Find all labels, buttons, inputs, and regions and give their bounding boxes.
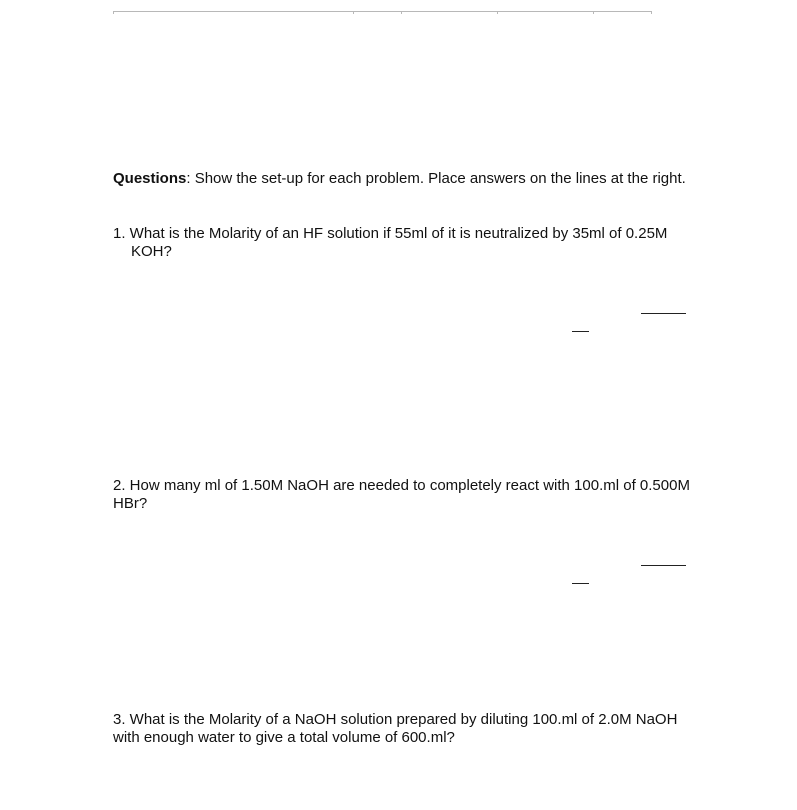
answer-line-2[interactable] bbox=[641, 565, 686, 566]
table-cell-divider bbox=[401, 11, 402, 14]
answer-line-1[interactable] bbox=[641, 313, 686, 314]
question-1-text: 1. What is the Molarity of an HF solution if 55ml of it is neutralized by 35ml of 0.25M bbox=[113, 225, 668, 242]
question-1-continuation: KOH? bbox=[131, 243, 172, 260]
questions-heading: Questions bbox=[113, 170, 187, 187]
question-2-text: 2. How many ml of 1.50M NaOH are needed to completely react with 100.ml of 0.500M HBr? bbox=[113, 477, 690, 512]
table-cell-divider bbox=[593, 11, 594, 14]
table-cell-divider bbox=[651, 11, 652, 14]
table-cell-divider bbox=[353, 11, 354, 14]
question-3-text: 3. What is the Molarity of a NaOH solution prepared by diluting 100.ml of 2.0M NaOH with enough water to give a total volume of 600.ml? bbox=[113, 711, 678, 746]
answer-line-1-tail bbox=[572, 331, 589, 332]
table-cell-divider bbox=[497, 11, 498, 14]
answer-line-2-tail bbox=[572, 583, 589, 584]
instructions bbox=[113, 170, 693, 188]
table-cell-divider bbox=[113, 11, 114, 14]
question-2 bbox=[113, 477, 693, 513]
table-top-border bbox=[113, 11, 652, 12]
question-1 bbox=[113, 225, 688, 261]
question-3 bbox=[113, 711, 693, 747]
instructions-text: : Show the set-up for each problem. Place answers on the lines at the right. bbox=[186, 170, 686, 187]
